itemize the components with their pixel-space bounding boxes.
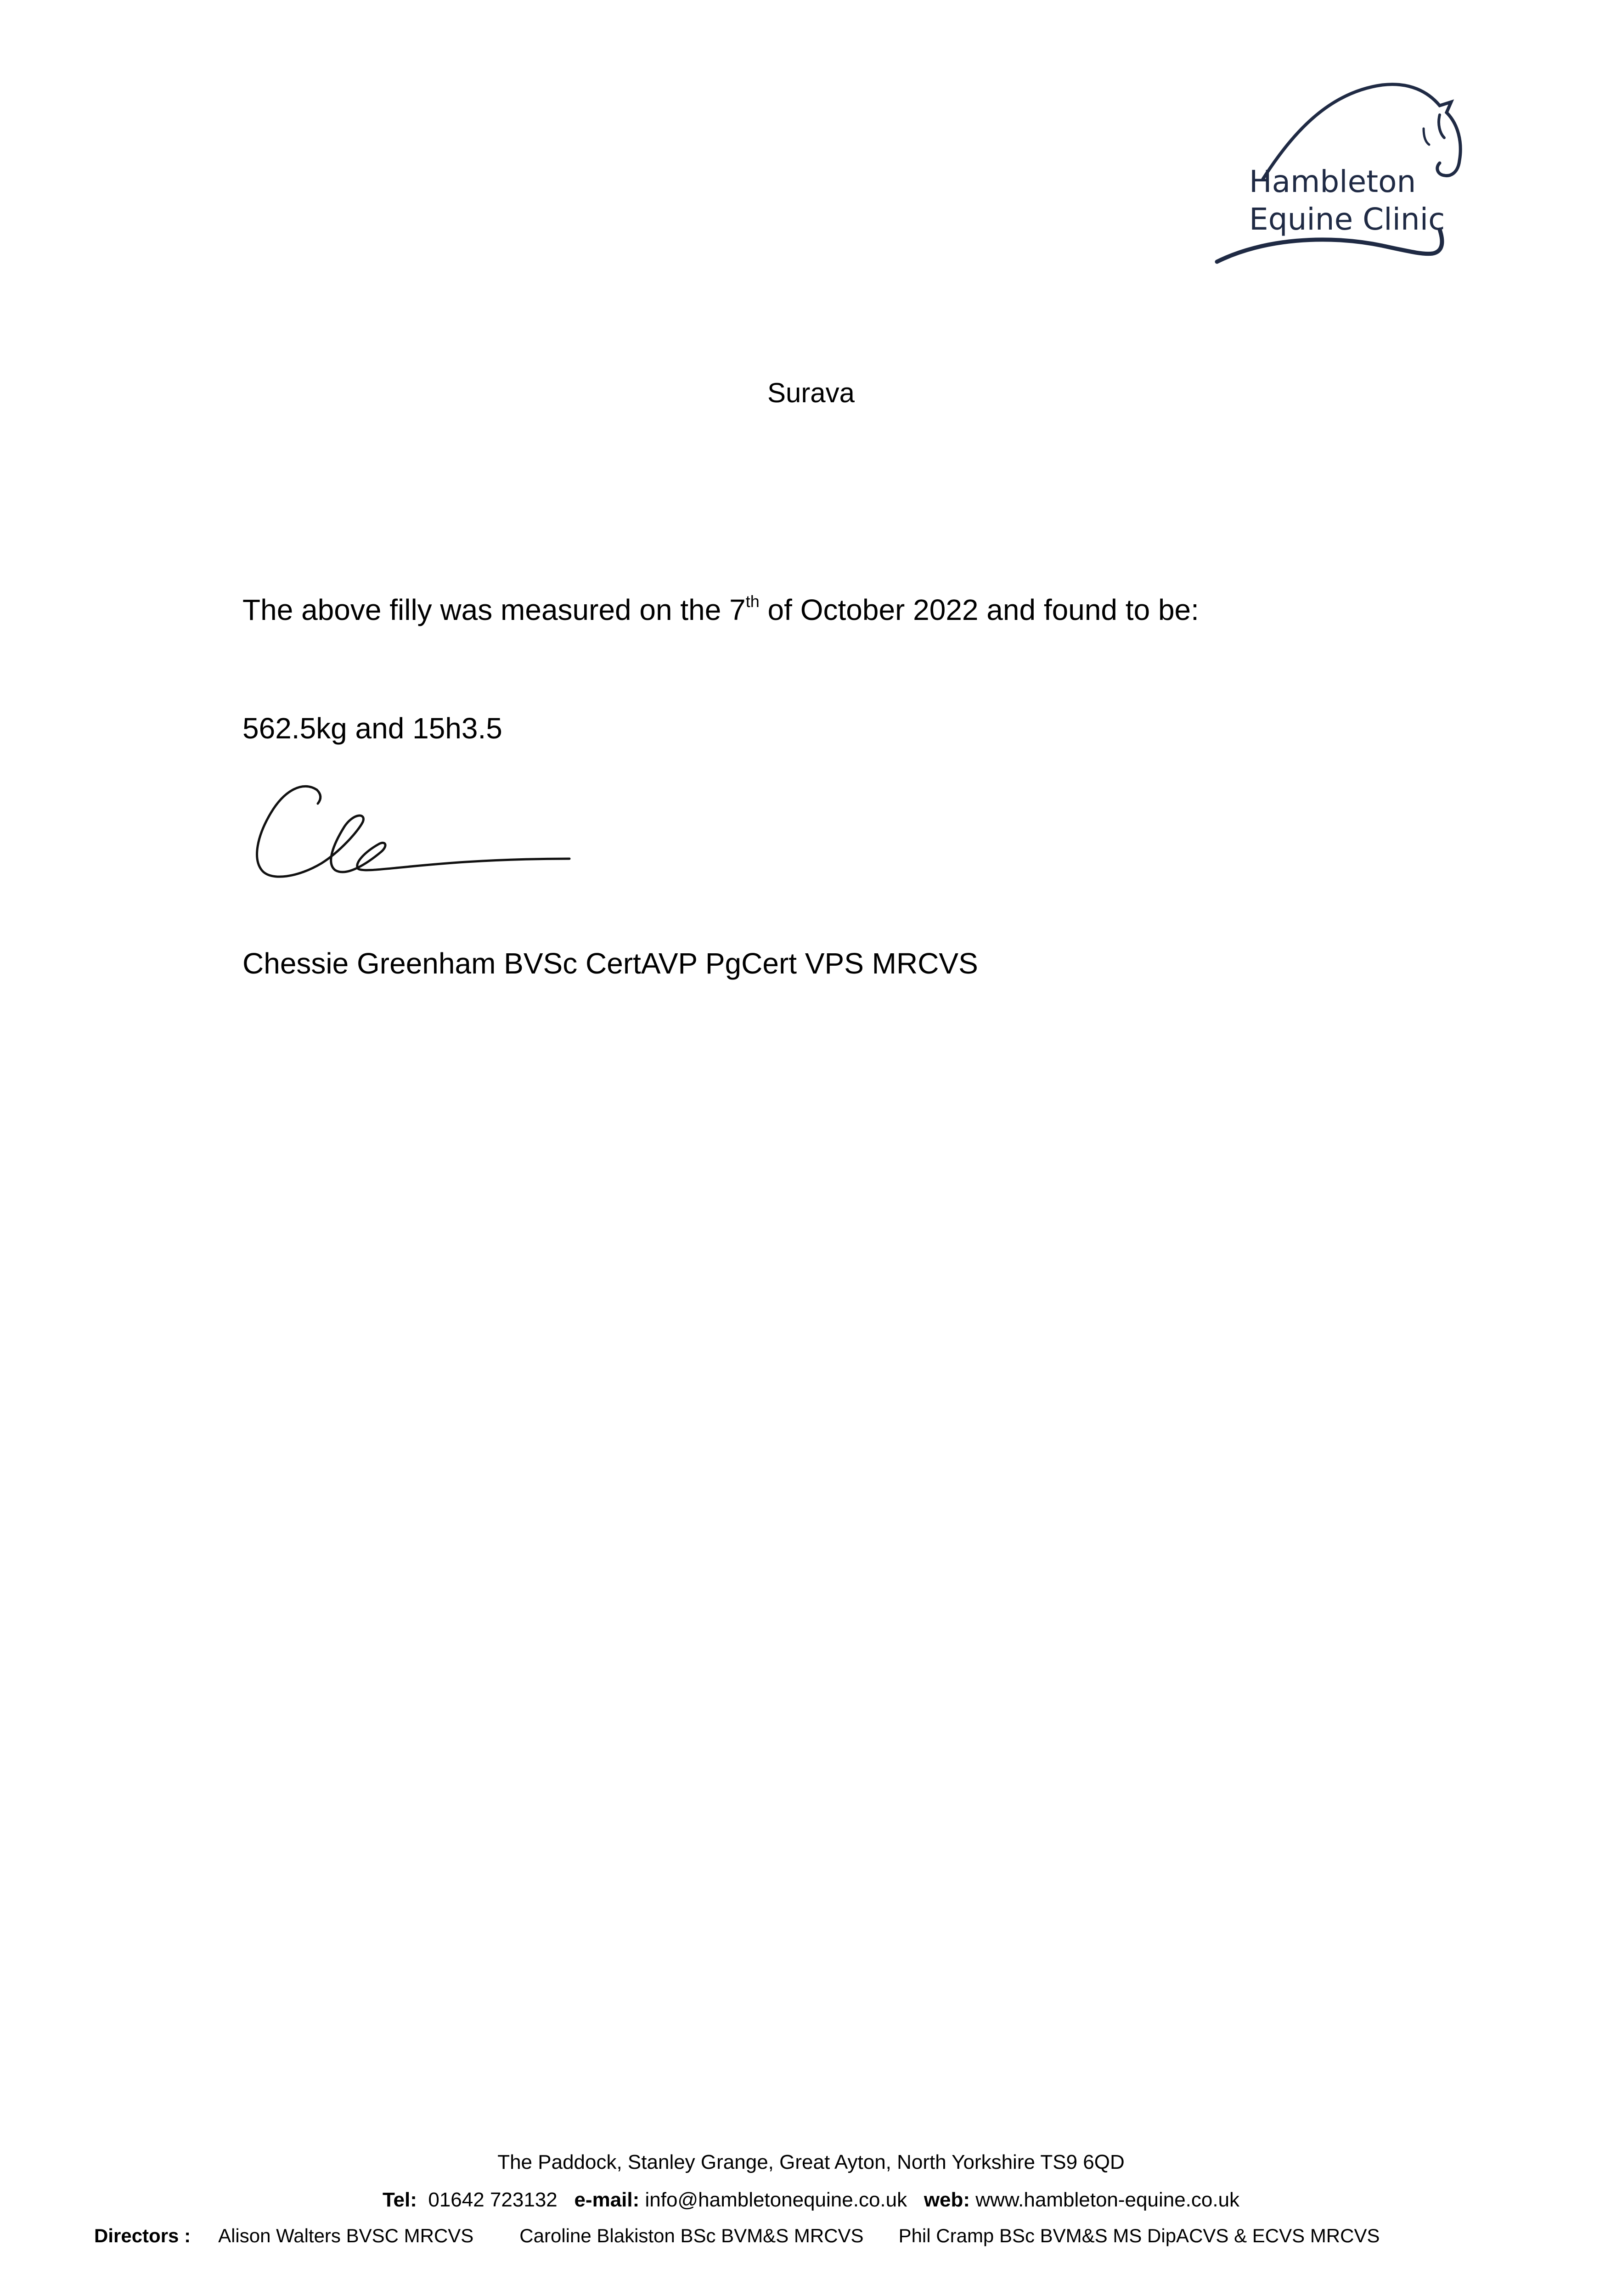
web-address[interactable]: www.hambleton-equine.co.uk: [975, 2189, 1240, 2211]
directors-label: Directors :: [94, 2225, 191, 2246]
signature-icon: [248, 771, 579, 891]
tel-label: Tel:: [382, 2189, 417, 2211]
email-address[interactable]: info@hambletonequine.co.uk: [645, 2189, 907, 2211]
measurement-statement: [242, 592, 1199, 627]
logo-line-1: Hambleton: [1249, 164, 1416, 199]
footer-contact: [0, 2188, 1622, 2212]
vet-name: Chessie Greenham BVSc CertAVP PgCert VPS MRCVS: [242, 947, 978, 980]
statement-after: of October 2022 and found to be:: [759, 593, 1199, 626]
director-item: Caroline Blakiston BSc BVM&S MRCVS: [519, 2225, 864, 2246]
measurement-result: 562.5kg and 15h3.5: [242, 712, 502, 745]
director-item: Alison Walters BVSC MRCVS: [218, 2225, 474, 2246]
footer-address: The Paddock, Stanley Grange, Great Ayton, North Yorkshire TS9 6QD: [497, 2151, 1125, 2173]
logo-text: [1249, 163, 1445, 238]
logo-line-2: Equine Clinic: [1249, 202, 1445, 237]
email-label: e-mail:: [574, 2189, 640, 2211]
web-label: web:: [924, 2189, 970, 2211]
tel-number: 01642 723132: [428, 2189, 558, 2211]
footer-directors: [94, 2224, 1380, 2248]
statement-before: The above filly was measured on the 7: [242, 593, 746, 626]
statement-superscript: th: [745, 592, 760, 611]
director-item: Phil Cramp BSc BVM&S MS DipACVS & ECVS MRCVS: [898, 2225, 1380, 2246]
horse-name: Surava: [767, 377, 855, 408]
